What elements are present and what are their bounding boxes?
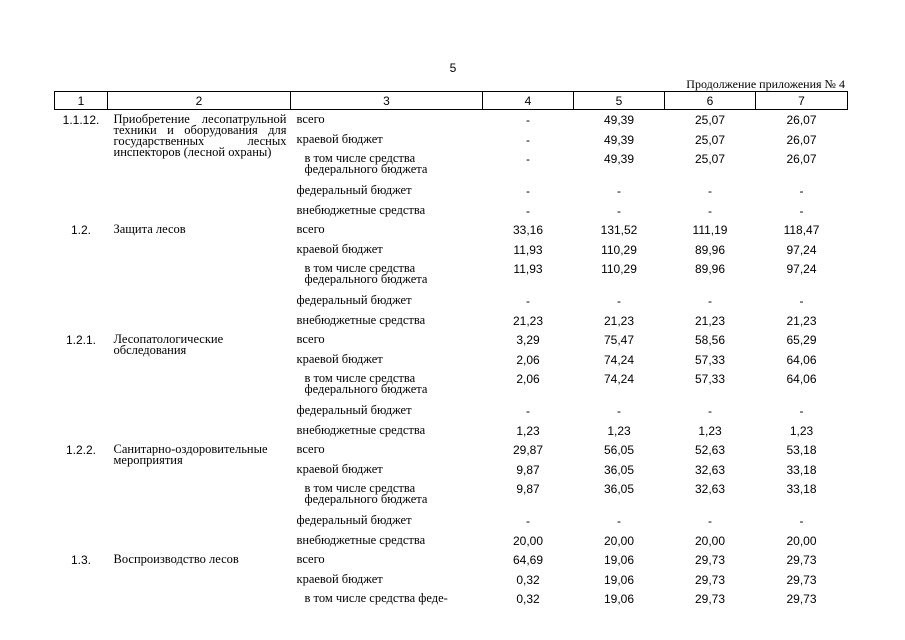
funding-source: внебюджетные средства	[296, 422, 426, 437]
value-cell: 3,29	[516, 333, 540, 347]
value-cell: 36,05	[603, 482, 635, 496]
funding-source: внебюджетные средства	[296, 312, 426, 327]
item-code: 1.2.1.	[65, 333, 97, 347]
value-cell: -	[708, 514, 712, 528]
value-cell: 57,33	[694, 352, 726, 367]
value-cell: 20,00	[512, 533, 544, 548]
value-cell: 2,06	[516, 372, 540, 386]
item-name: Санитарно-оздоровительные мероприятия	[113, 442, 268, 467]
funding-source: в том числе средства федерального бюджета	[304, 261, 428, 286]
value-cell: 20,00	[786, 533, 817, 548]
value-cell: -	[708, 184, 712, 198]
funding-source: в том числе средства феде-	[304, 591, 448, 605]
col-header-6: 6	[665, 92, 756, 110]
col-header-7: 7	[756, 92, 848, 110]
table-row	[55, 334, 848, 354]
value-cell: -	[708, 404, 712, 418]
funding-source: краевой бюджет	[296, 461, 383, 476]
value-cell: 110,29	[601, 262, 637, 276]
funding-source: в том числе средства федерального бюджета	[304, 151, 428, 176]
header-row	[55, 92, 848, 110]
value-cell: 2,06	[516, 352, 540, 367]
value-cell: 21,23	[786, 313, 817, 328]
value-cell: 9,87	[516, 482, 540, 496]
value-cell: 64,06	[786, 372, 817, 386]
page-number: 5	[449, 61, 457, 75]
value-cell: 25,07	[694, 113, 726, 127]
value-cell: 29,73	[786, 572, 817, 587]
item-code: 1.2.	[70, 223, 91, 237]
value-cell: 0,32	[516, 592, 540, 606]
value-cell: 20,00	[694, 533, 726, 548]
value-cell: -	[617, 514, 621, 528]
value-cell: 33,18	[786, 462, 817, 477]
value-cell: 19,06	[603, 553, 635, 567]
funding-source: всего	[296, 222, 325, 236]
funding-source: федеральный бюджет	[296, 403, 412, 417]
value-cell: 49,39	[603, 113, 635, 127]
value-cell: 64,69	[512, 553, 544, 567]
funding-source: в том числе средства федерального бюджета	[304, 371, 428, 396]
value-cell: -	[708, 203, 712, 218]
value-cell: 75,47	[603, 333, 635, 347]
value-cell: -	[526, 294, 530, 308]
col-header-2: 2	[108, 92, 291, 110]
value-cell: -	[799, 184, 804, 198]
funding-source: краевой бюджет	[296, 571, 383, 586]
value-cell: 25,07	[694, 132, 726, 147]
value-cell: -	[526, 203, 530, 218]
funding-source: федеральный бюджет	[296, 183, 412, 197]
item-name: Лесопатологические обследования	[113, 332, 224, 357]
value-cell: 29,73	[786, 592, 817, 606]
value-cell: 21,23	[603, 313, 635, 328]
value-cell: 29,87	[512, 443, 544, 457]
value-cell: 21,23	[694, 313, 726, 328]
funding-source: всего	[296, 442, 325, 456]
col-header-1: 1	[55, 92, 108, 110]
col-header-4: 4	[483, 92, 574, 110]
value-cell: 33,18	[786, 482, 817, 496]
value-cell: 111,19	[692, 223, 728, 237]
item-name: Защита лесов	[113, 222, 186, 236]
value-cell: 26,07	[786, 113, 817, 127]
value-cell: 11,93	[513, 242, 543, 257]
value-cell: 97,24	[786, 242, 817, 257]
funding-source: федеральный бюджет	[296, 293, 412, 307]
value-cell: -	[708, 294, 712, 308]
table-row	[55, 554, 848, 574]
value-cell: 33,16	[512, 223, 544, 237]
col-header-3: 3	[291, 92, 483, 110]
value-cell: 49,39	[603, 152, 635, 166]
value-cell: 36,05	[603, 462, 635, 477]
continuation-note: Продолжение приложения № 4	[686, 77, 845, 91]
value-cell: -	[526, 113, 530, 127]
funding-source: всего	[296, 552, 325, 566]
funding-source: внебюджетные средства	[296, 202, 426, 217]
value-cell: 25,07	[694, 152, 726, 166]
value-cell: -	[526, 514, 530, 528]
value-cell: 58,56	[694, 333, 726, 347]
value-cell: 74,24	[603, 372, 635, 386]
value-cell: -	[617, 203, 621, 218]
value-cell: 19,06	[603, 592, 635, 606]
funding-source: всего	[296, 332, 325, 346]
funding-source: в том числе средства федерального бюджета	[304, 481, 428, 506]
value-cell: 29,73	[786, 553, 817, 567]
value-cell: 56,05	[603, 443, 635, 457]
value-cell: 26,07	[786, 152, 817, 166]
funding-source: краевой бюджет	[296, 131, 383, 146]
value-cell: 89,96	[694, 262, 726, 276]
value-cell: 110,29	[601, 242, 637, 257]
budget-table	[54, 91, 848, 625]
funding-source: краевой бюджет	[296, 351, 383, 366]
value-cell: 32,63	[694, 462, 726, 477]
value-cell: -	[617, 404, 621, 418]
value-cell: -	[799, 203, 804, 218]
value-cell: 97,24	[786, 262, 817, 276]
value-cell: -	[799, 294, 804, 308]
value-cell: 0,32	[516, 572, 540, 587]
value-cell: 65,29	[786, 333, 817, 347]
value-cell: 53,18	[786, 443, 817, 457]
value-cell: 29,73	[694, 572, 726, 587]
value-cell: -	[526, 152, 530, 166]
value-cell: 32,63	[694, 482, 726, 496]
value-cell: 1,23	[516, 423, 540, 438]
value-cell: 9,87	[516, 462, 540, 477]
item-name: Приобретение лесопатрульной техники и оборудования для государственных лесных инспекторов (лесной охраны)	[113, 112, 287, 159]
value-cell: -	[526, 404, 530, 418]
value-cell: 29,73	[694, 553, 726, 567]
value-cell: 21,23	[512, 313, 544, 328]
value-cell: 26,07	[786, 132, 817, 147]
value-cell: -	[617, 184, 621, 198]
funding-source: краевой бюджет	[296, 241, 383, 256]
funding-source: внебюджетные средства	[296, 532, 426, 547]
value-cell: 118,47	[783, 223, 820, 237]
value-cell: 1,23	[698, 423, 722, 438]
funding-source: федеральный бюджет	[296, 513, 412, 527]
value-cell: -	[799, 514, 804, 528]
table-row	[55, 444, 848, 464]
value-cell: 20,00	[603, 533, 635, 548]
value-cell: 1,23	[789, 423, 814, 438]
value-cell: -	[526, 132, 530, 147]
value-cell: -	[799, 404, 804, 418]
value-cell: 74,24	[603, 352, 635, 367]
value-cell: -	[526, 184, 530, 198]
item-code: 1.3.	[70, 553, 91, 567]
value-cell: 131,52	[600, 223, 638, 237]
value-cell: 52,63	[694, 443, 726, 457]
funding-source: всего	[296, 112, 325, 126]
table-row	[55, 110, 848, 134]
value-cell: 1,23	[607, 423, 631, 438]
item-code: 1.1.12.	[62, 113, 100, 127]
item-name: Воспроизводство лесов	[113, 552, 239, 566]
value-cell: 11,93	[513, 262, 543, 276]
col-header-5: 5	[574, 92, 665, 110]
value-cell: 64,06	[786, 352, 817, 367]
table-body	[55, 110, 848, 626]
value-cell: 89,96	[694, 242, 726, 257]
table-row	[55, 224, 848, 244]
item-code: 1.2.2.	[65, 443, 97, 457]
value-cell: -	[617, 294, 621, 308]
value-cell: 19,06	[603, 572, 635, 587]
value-cell: 49,39	[603, 132, 635, 147]
value-cell: 29,73	[694, 592, 726, 606]
value-cell: 57,33	[694, 372, 726, 386]
